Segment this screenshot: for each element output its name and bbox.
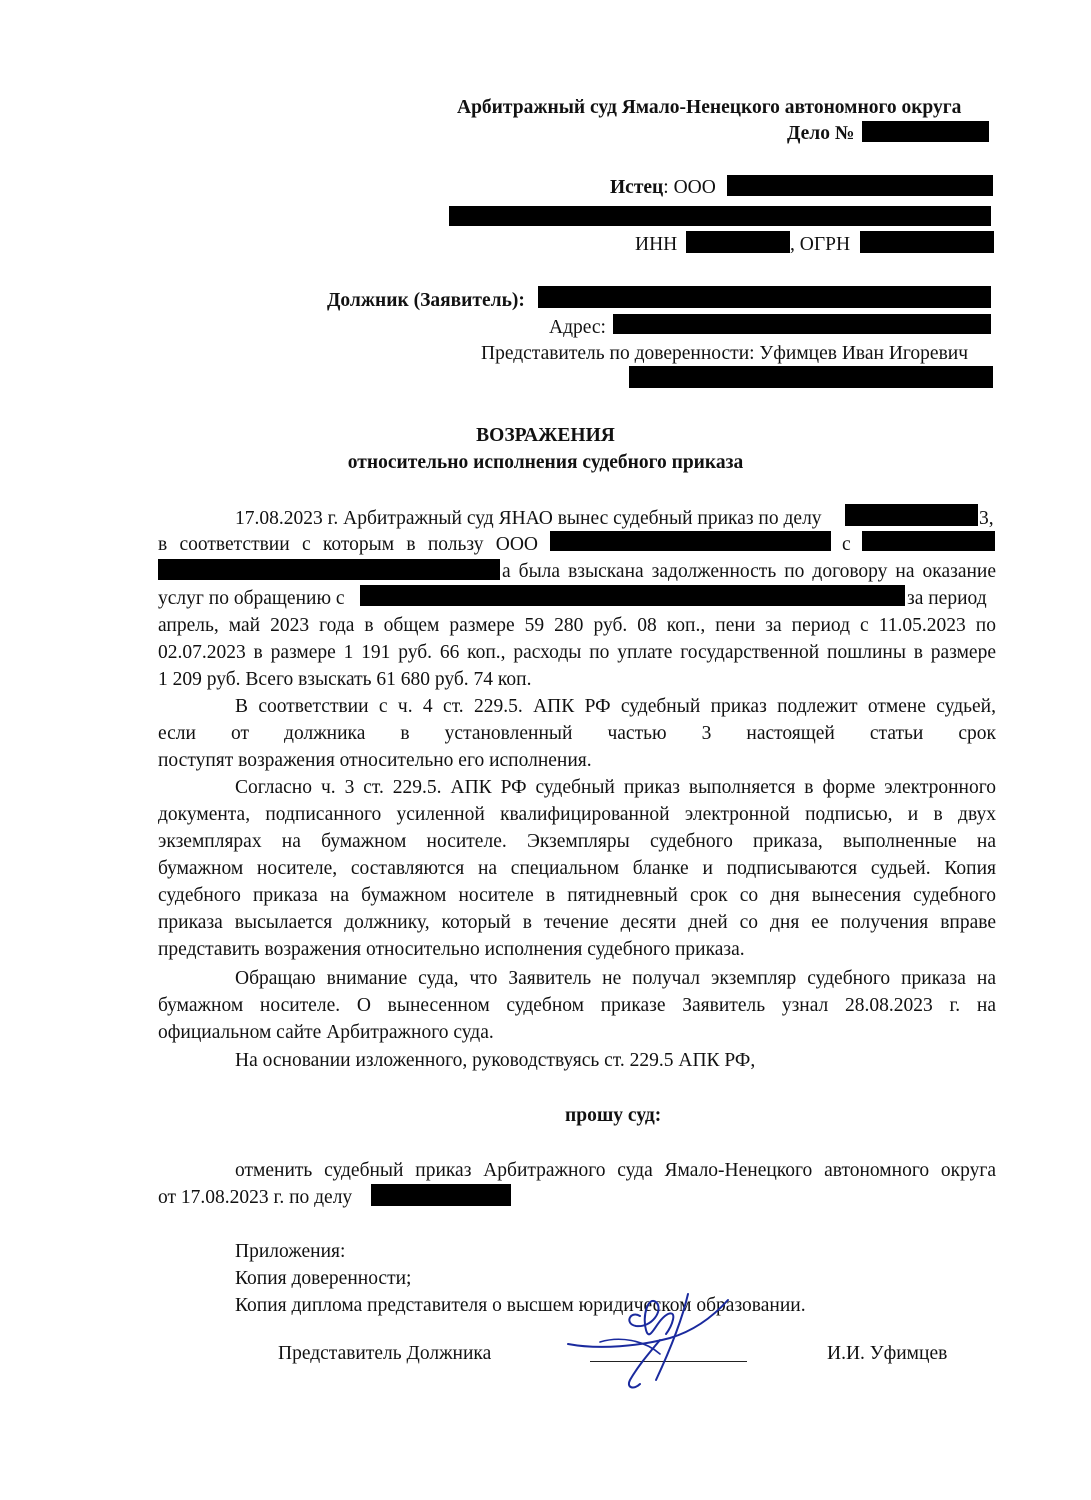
redacted-plaintiff-address: [449, 206, 991, 226]
p1-line2a: в соответствии с которым в пользу ООО: [158, 534, 538, 555]
redacted-inn: [686, 231, 790, 253]
p3-line5: судебного приказа на бумажном носителе в пятидневный срок со дня вынесения судебного: [158, 885, 996, 906]
p1-line2b: с: [842, 534, 851, 555]
p1-line7: 1 209 руб. Всего взыскать 61 680 руб. 74 коп.: [158, 669, 532, 690]
redacted-debtor-ref-2: [158, 559, 500, 580]
p1-line1-end: 3,: [979, 508, 994, 529]
document-title: ВОЗРАЖЕНИЯ: [476, 425, 615, 446]
p4-line1: Обращаю внимание суда, что Заявитель не получал экземпляр судебного приказа на: [235, 968, 996, 989]
plaintiff-line: [610, 176, 716, 200]
redacted-debtor-name: [538, 286, 991, 308]
court-name: Арбитражный суд Ямало-Ненецкого автономного округа: [457, 97, 962, 118]
plaintiff-ogrn-label: , ОГРН: [790, 234, 851, 255]
redacted-case-ref: [845, 504, 978, 526]
p3-line4: бумажном носителе, составляются на специальном бланке и подписываются судьей. Копия: [158, 858, 996, 879]
p1-line6: 02.07.2023 в размере 1 191 руб. 66 коп., расходы по уплате государственной пошлины в размере: [158, 642, 996, 663]
p2-line2: если от должника в установленный частью 3 настоящей статьи срок: [158, 723, 996, 744]
request-heading: прошу суд:: [565, 1105, 662, 1126]
debtor-label: Должник (Заявитель):: [327, 290, 525, 311]
signatory-role: Представитель Должника: [278, 1343, 492, 1364]
plaintiff-inn-label: ИНН: [635, 234, 678, 255]
p3-line1: Согласно ч. 3 ст. 229.5. АПК РФ судебный приказ выполняется в форме электронного: [235, 777, 996, 798]
representative-line: Представитель по доверенности: Уфимцев Иван Игоревич: [481, 343, 969, 364]
attachments-label: Приложения:: [235, 1241, 346, 1262]
request-line1: отменить судебный приказ Арбитражного суда Ямало-Ненецкого автономного округа: [235, 1160, 996, 1181]
redacted-debtor-address: [613, 314, 991, 334]
redacted-creditor-name: [550, 531, 831, 551]
handwritten-signature: [560, 1280, 760, 1410]
p3-line2: документа, подписанного усиленной квалифицированной электронной подписью, и в двух: [158, 804, 996, 825]
redacted-case-ref-2: [371, 1184, 511, 1206]
p2-line1: В соответствии с ч. 4 ст. 229.5. АПК РФ судебный приказ подлежит отмене судьей,: [235, 696, 996, 717]
p4-line2: бумажном носителе. О вынесенном судебном приказе Заявитель узнал 28.08.2023 г. на: [158, 995, 996, 1016]
p1-line4a: услуг по обращению с: [158, 588, 345, 609]
p2-line3: поступят возражения относительно его исполнения.: [158, 750, 592, 771]
p5-line: На основании изложенного, руководствуясь ст. 229.5 АПК РФ,: [235, 1050, 756, 1071]
p1-line4b: за период: [907, 588, 987, 609]
plaintiff-label: Истец: [610, 177, 664, 198]
redacted-ogrn: [860, 231, 994, 253]
p3-line6: приказа высылается должнику, который в течение десяти дней со дня ее получения вправе: [158, 912, 996, 933]
debtor-address-label: Адрес:: [549, 317, 606, 338]
signatory-name: И.И. Уфимцев: [827, 1343, 948, 1364]
p1-line3: а была взыскана задолженность по договору на оказание: [502, 561, 996, 582]
redacted-plaintiff-name: [727, 175, 993, 196]
redacted-waste-object: [360, 585, 905, 606]
p1-line1: 17.08.2023 г. Арбитражный суд ЯНАО вынес судебный приказ по делу: [235, 508, 822, 529]
p1-line5: апрель, май 2023 года в общем размере 59 280 руб. 08 коп., пени за период с 11.05.2023 по: [158, 615, 996, 636]
p4-line3: официальном сайте Арбитражного суда.: [158, 1022, 494, 1043]
request-line2: от 17.08.2023 г. по делу: [158, 1187, 353, 1208]
attachment-item: Копия диплома представителя о высшем юридическом образовании.: [235, 1295, 806, 1316]
redacted-debtor-ref-1: [862, 531, 995, 551]
document-subtitle: относительно исполнения судебного приказа: [347, 452, 744, 473]
plaintiff-org-type: : ООО: [663, 177, 716, 198]
attachment-item: Копия доверенности;: [235, 1268, 412, 1289]
p3-line7: представить возражения относительно исполнения судебного приказа.: [158, 939, 745, 960]
case-number-label: Дело №: [787, 123, 855, 144]
p3-line3: экземплярах на бумажном носителе. Экземпляры судебного приказа, выполненные на: [158, 831, 996, 852]
redacted-representative-contacts: [629, 366, 993, 388]
redacted-case-number: [862, 121, 989, 142]
